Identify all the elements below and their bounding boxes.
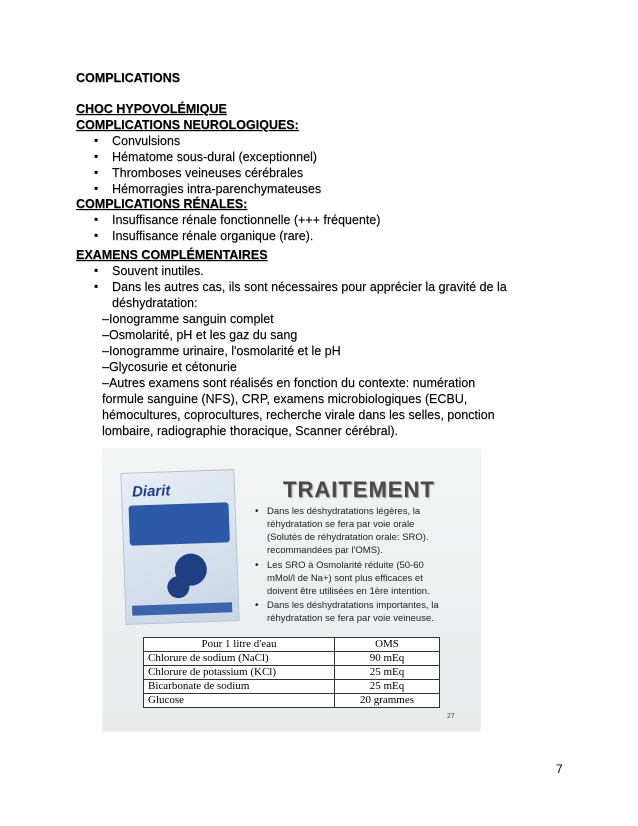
table-header-row [144,638,440,652]
baby-body-icon [167,576,190,599]
slide-number: 27 [447,713,455,720]
table-row: Chlorure de sodium (NaCl) 90 mEq [144,652,440,666]
examens-item: Souvent inutiles. [112,264,204,278]
exam-line: hémocultures, coprocultures, recherche virale dans les selles, ponction [102,408,495,422]
slide-bullet-3: Dans les déshydratations importantes, la réhydratation se fera par voie veineuse. [267,600,439,624]
heading-complications: COMPLICATIONS [76,71,180,85]
heading-examens-complementaires: EXAMENS COMPLÉMENTAIRES [76,248,268,262]
exam-line: –Autres examens sont réalisés en fonction du contexte: numération [102,376,476,390]
neuro-item: Thromboses veineuses cérébrales [112,166,304,180]
exam-line: –Glycosurie et cétonurie [102,360,237,374]
table-header: OMS [335,638,440,652]
sachet-footer-band [132,602,232,615]
bullet-icon: ▪ [94,181,99,195]
slide-bullet-2: Les SRO à Osmolarité réduite (50-60 mMol/l de Na+) sont plus efficaces et doivent être utilisées en 1ère intention. [267,560,430,597]
exam-line: –Ionogramme urinaire, l'osmolarité et le pH [102,344,341,358]
slide-bullet-1: Dans les déshydratations légères, la réhydratation se fera par voie orale (Solutés de réhydratation orale: SRO). recommandées par l'OMS). [267,506,429,556]
slide-title: TRAITEMENT [283,477,435,502]
table-row: Glucose 20 grammes [144,694,440,708]
exam-line: –Osmolarité, pH et les gaz du sang [102,328,298,342]
neuro-item: Hématome sous-dural (exceptionnel) [112,150,317,164]
table-row: Chlorure de potassium (KCl) 25 mEq [144,666,440,680]
bullet-icon: ▪ [94,212,99,226]
bullet-icon: ▪ [94,149,99,163]
renal-item: Insuffisance rénale fonctionnelle (+++ fréquente) [112,213,381,227]
ors-sachet-image [120,469,239,625]
product-logo: Diarit [131,482,171,501]
table-header: Pour 1 litre d'eau [144,638,335,652]
bullet-icon: ▪ [94,165,99,179]
treatment-slide-image [103,449,480,731]
examens-item: Dans les autres cas, ils sont nécessaires pour apprécier la gravité de la [112,280,507,294]
heading-complications-renales: COMPLICATIONS RÉNALES: [76,197,248,211]
page-number: 7 [556,762,563,776]
slide-bullet-icon: • [255,560,259,571]
heading-choc-hypovolemique: CHOC HYPOVOLÉMIQUE [76,102,227,116]
bullet-icon: ▪ [94,228,99,242]
table-row: Bicarbonate de sodium 25 mEq [144,680,440,694]
bullet-icon: ▪ [94,263,99,277]
sachet-band [129,502,230,545]
heading-complications-neurologiques: COMPLICATIONS NEUROLOGIQUES: [76,118,299,132]
slide-bullet-icon: • [255,600,259,611]
exam-line: formule sanguine (NFS), CRP, examens microbiologiques (ECBU, [102,392,468,406]
bullet-icon: ▪ [94,279,99,293]
slide-bullet-icon: • [255,506,259,517]
neuro-item: Convulsions [112,134,181,148]
renal-item: Insuffisance rénale organique (rare). [112,229,314,243]
neuro-item: Hémorragies intra-parenchymateuses [112,182,322,196]
oms-composition-table [143,637,440,708]
examens-item-continuation: déshydratation: [112,296,198,310]
bullet-icon: ▪ [94,133,99,147]
exam-line: lombaire, radiographie thoracique, Scanner cérébral). [102,424,398,438]
exam-line: –Ionogramme sanguin complet [102,312,274,326]
